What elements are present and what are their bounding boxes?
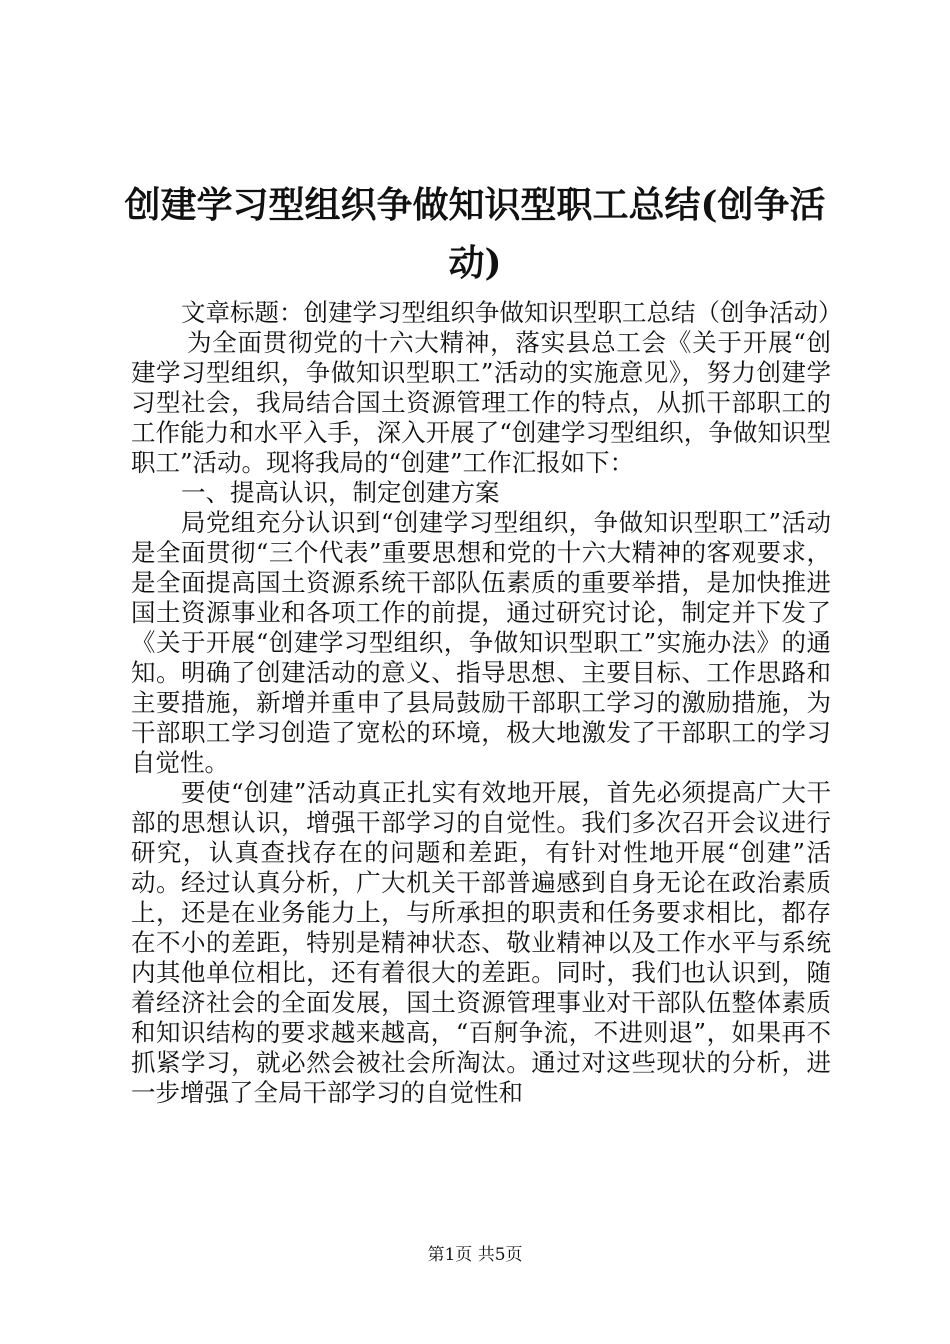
intro-paragraph: 为全面贯彻党的十六大精神，落实县总工会《关于开展“创建学习型组织，争做知识型职工”活动的实施意见》，努力创建学习型社会，我局结合国土资源管理工作的特点，从抓干部职工的工作能力和水平入手，深入开展了“创建学习型组织，争做知识型职工”活动。现将我局的“创建”工作汇报如下： xyxy=(131,328,831,477)
body-paragraph: 局党组充分认识到“创建学习型组织，争做知识型职工”活动是全面贯彻“三个代表”重要思想和党的十六大精神的客观要求，是全面提高国土资源系统干部队伍素质的重要举措，是加快推进国土资源事业和各项工作的前提，通过研究讨论，制定并下发了《关于开展“创建学习型组织，争做知识型职工”实施办法》的通知。明确了创建活动的意义、指导思想、主要目标、工作思路和主要措施，新增并重申了县局鼓励干部职工学习的激励措施，为干部职工学习创造了宽松的环境，极大地激发了干部职工的学习自觉性。 xyxy=(131,508,831,777)
body-paragraph: 要使“创建”活动真正扎实有效地开展，首先必须提高广大干部的思想认识，增强干部学习的自觉性。我们多次召开会议进行研究，认真查找存在的问题和差距，有针对性地开展“创建”活动。经过认真分析，广大机关干部普遍感到自身无论在政治素质上，还是在业务能力上，与所承担的职责和任务要求相比，都存在不小的差距，特别是精神状态、敬业精神以及工作水平与系统内其他单位相比，还有着很大的差距。同时，我们也认识到，随着经济社会的全面发展，国土资源管理事业对干部队伍整体素质和知识结构的要求越来越高，“百舸争流，不进则退”，如果再不抓紧学习，就必然会被社会所淘汰。通过对这些现状的分析，进一步增强了全局干部学习的自觉性和 xyxy=(131,778,831,1107)
article-title-paragraph: 文章标题：创建学习型组织争做知识型职工总结（创争活动） xyxy=(181,298,843,327)
section-heading: 一、提高认识，制定创建方案 xyxy=(181,478,500,507)
document-body xyxy=(131,298,843,1108)
page-footer: 第1页 共5页 xyxy=(427,1245,523,1265)
document-title: 创建学习型组织争做知识型职工总结(创争活动) xyxy=(124,184,826,284)
